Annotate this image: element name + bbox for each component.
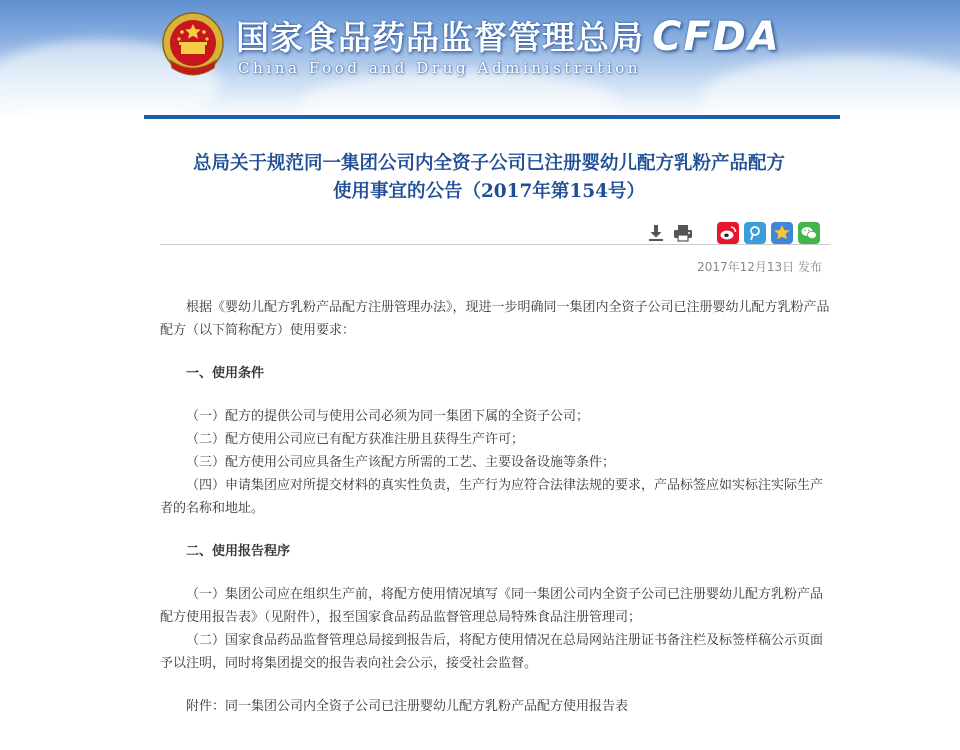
condition-item: （三）配方使用公司应具备生产该配方所需的工艺、主要设备设施等条件；: [186, 455, 616, 470]
publish-date: 2017年12月13日: [697, 260, 795, 274]
cfda-logo: CFDA: [652, 14, 781, 60]
condition-item: （一）配方的提供公司与使用公司必须为同一集团下属的全资子公司；: [186, 409, 590, 424]
section-heading-1: 一、使用条件: [186, 366, 265, 381]
qzone-icon[interactable]: [771, 222, 793, 244]
article-title-line-1: 总局关于规范同一集团公司内全资子公司已注册婴幼儿配方乳粉产品配方: [192, 153, 785, 174]
print-icon[interactable]: [672, 222, 694, 244]
tencent-weibo-icon[interactable]: [744, 222, 766, 244]
wechat-icon[interactable]: [798, 222, 820, 244]
weibo-icon[interactable]: [717, 222, 739, 244]
publish-info: [697, 258, 822, 275]
attachment-link[interactable]: 附件：同一集团公司内全资子公司已注册婴幼儿配方乳粉产品配方使用报告表: [186, 699, 629, 714]
download-icon[interactable]: [645, 222, 667, 244]
title-divider: [160, 244, 830, 245]
site-banner: [0, 0, 960, 118]
site-subtitle: China Food and Drug Administration: [238, 59, 642, 77]
section-heading-2: 二、使用报告程序: [186, 544, 291, 559]
site-title: 国家食品药品监督管理总局: [236, 18, 644, 57]
article-title: [144, 150, 834, 206]
condition-item: （二）配方使用公司应已有配方获准注册且获得生产许可；: [186, 432, 525, 447]
procedure-item: （二）国家食品药品监督管理总局接到报告后，将配方使用情况在总局网站注册证书备注栏及标签样稿公示页面予以注明，同时将集团提交的报告表向社会公示，接受社会监督。: [160, 633, 824, 671]
intro-paragraph: 根据《婴幼儿配方乳粉产品配方注册管理办法》，现进一步明确同一集团内全资子公司已注册婴幼儿配方乳粉产品配方（以下简称配方）使用要求：: [160, 300, 830, 338]
condition-item: （四）申请集团应对所提交材料的真实性负责，生产行为应符合法律法规的要求，产品标签应如实标注实际生产者的名称和地址。: [160, 478, 824, 516]
publish-label: 发布: [797, 260, 822, 274]
procedure-item: （一）集团公司应在组织生产前，将配方使用情况填写《同一集团公司内全资子公司已注册婴幼儿配方乳粉产品配方使用报告表》（见附件），报至国家食品药品监督管理总局特殊食品注册管理司；: [160, 587, 824, 625]
article-title-line-2: 使用事宜的公告（2017年第154号）: [332, 181, 646, 202]
header-divider: [144, 115, 840, 119]
article-body: [160, 296, 830, 718]
national-emblem-icon[interactable]: [160, 10, 226, 82]
